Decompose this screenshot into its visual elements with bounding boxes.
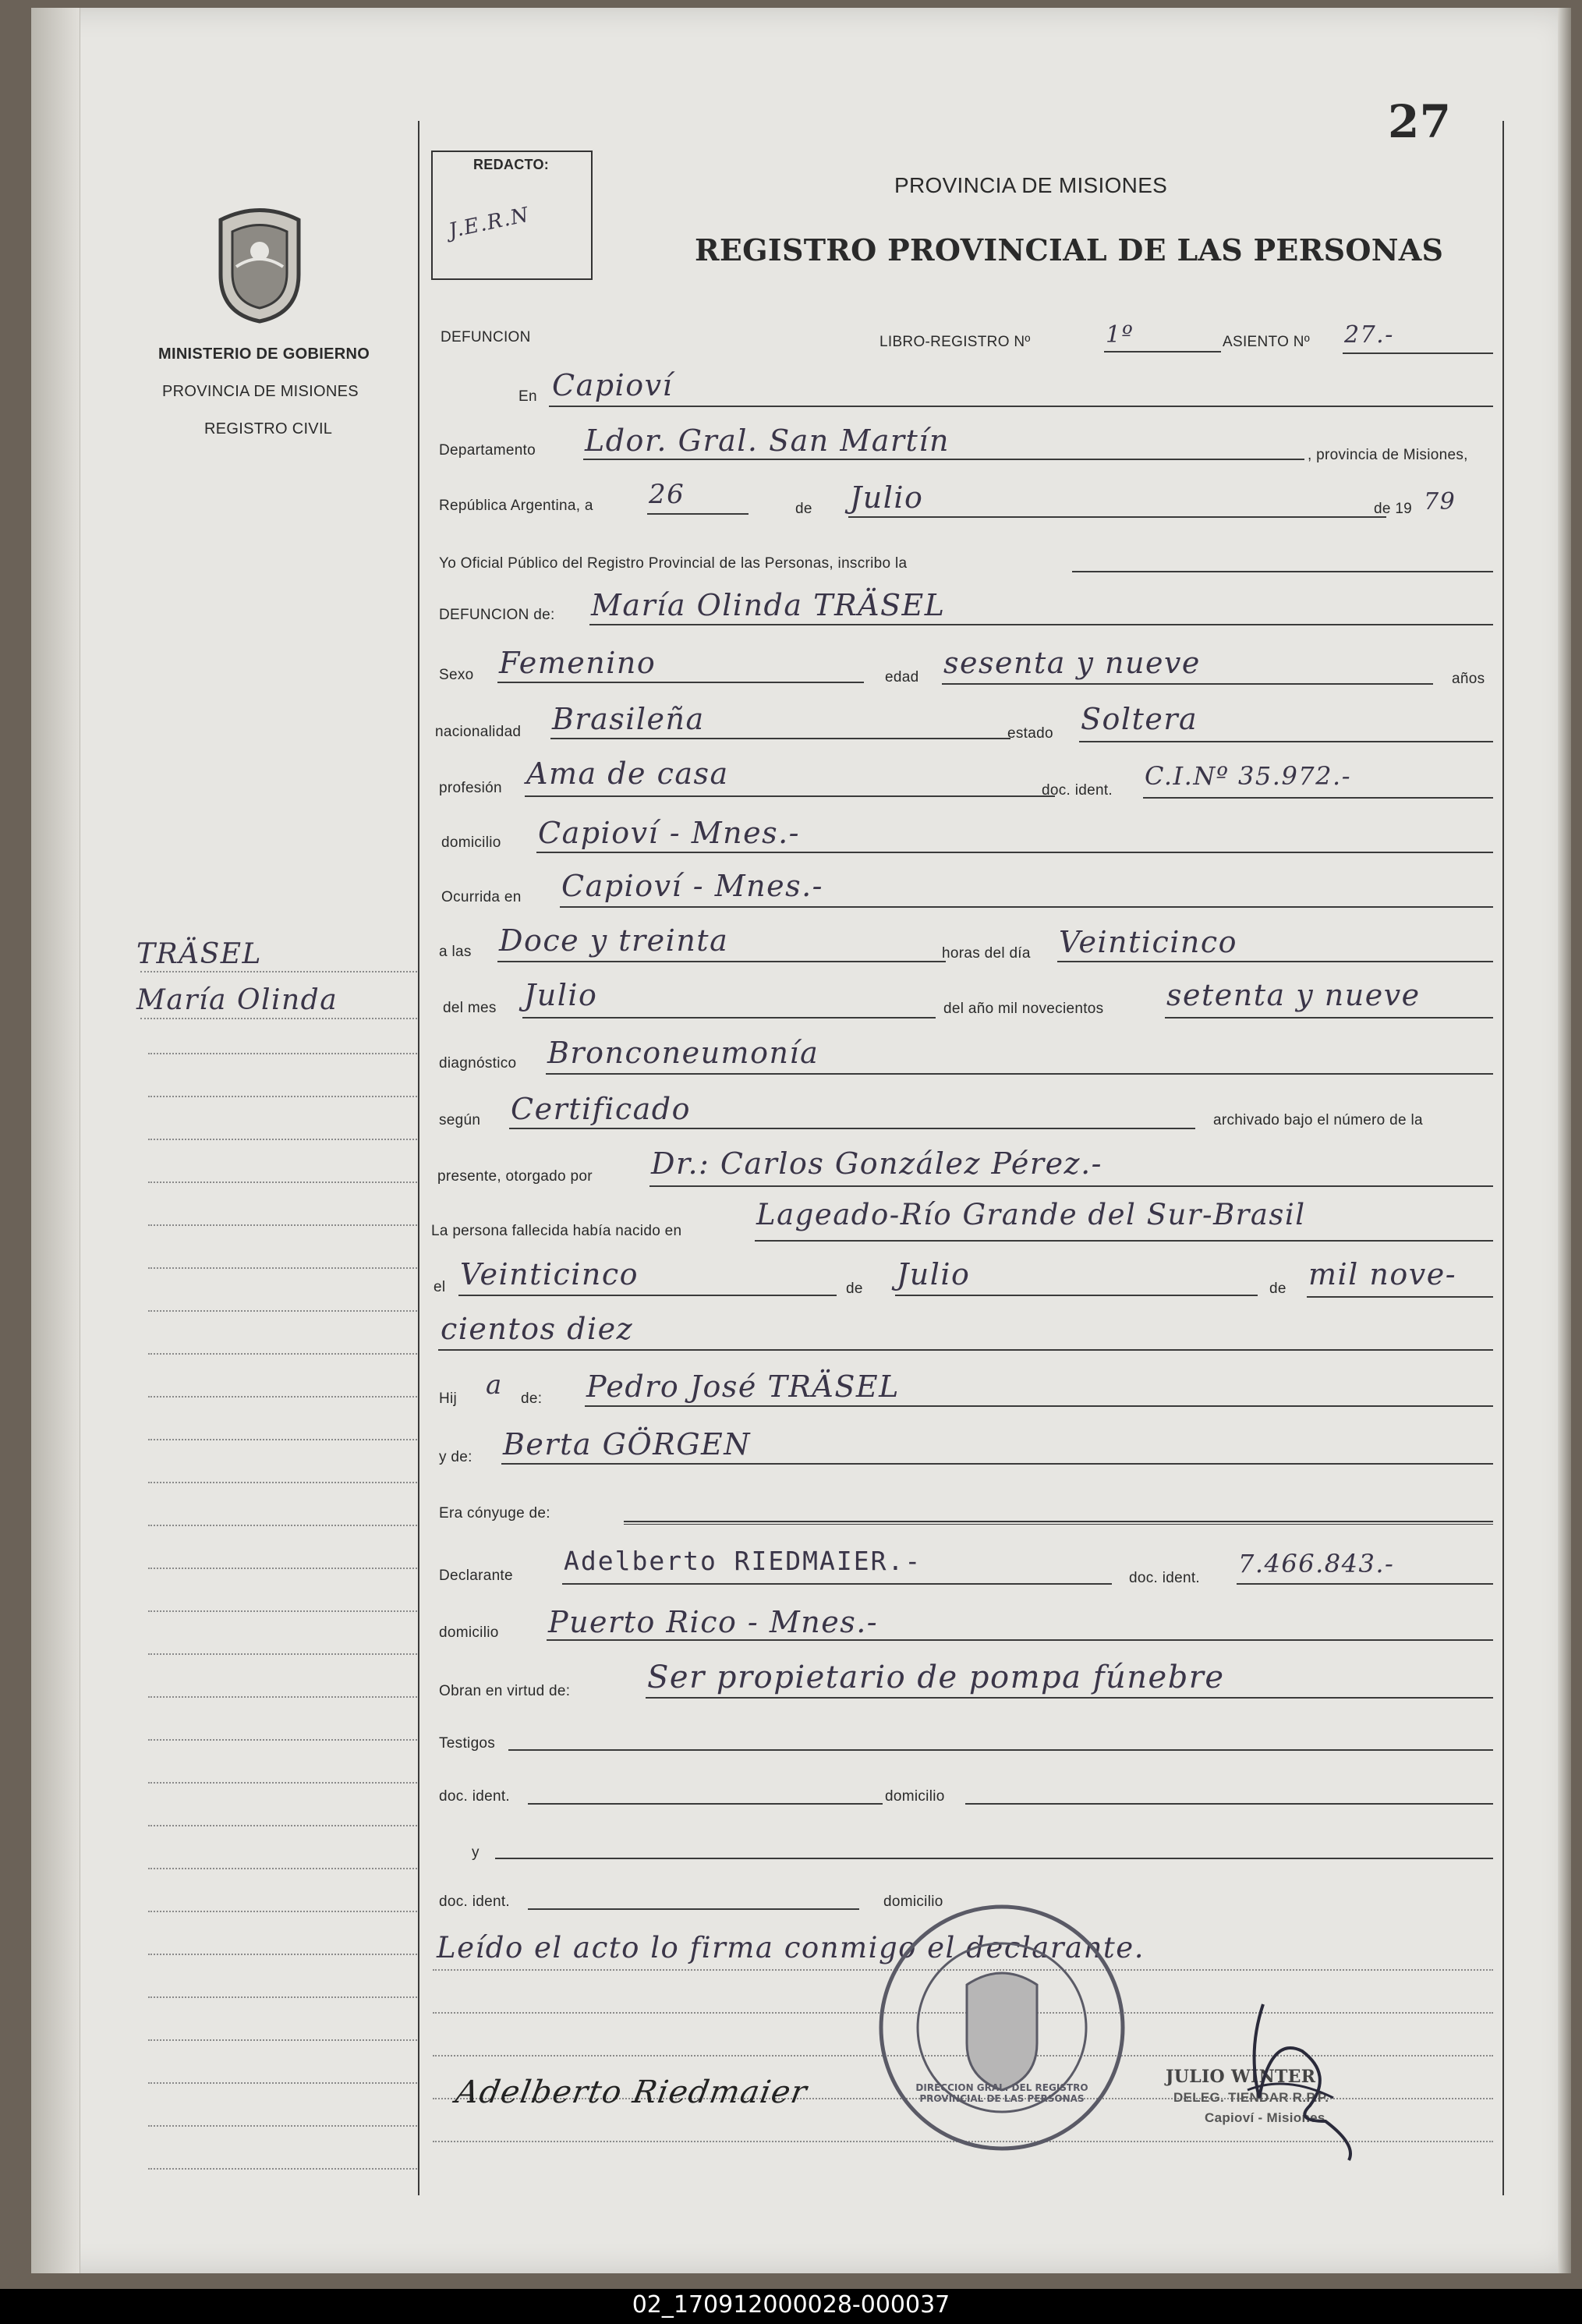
hij-suffix: a [486, 1369, 503, 1401]
yo-oficial-text: Yo Oficial Público del Registro Provincial de las Personas, inscribo la [439, 555, 908, 572]
obran-value: Ser propietario de pompa fúnebre [647, 1660, 1225, 1695]
page-edge [1558, 8, 1571, 2273]
decl-dom-value: Puerto Rico - Mnes.- [548, 1605, 879, 1639]
defuncion-de-label: DEFUNCION de: [439, 607, 555, 623]
official-place: Capioví - Misiones [1205, 2110, 1325, 2125]
presente-label: presente, otorgado por [437, 1168, 593, 1185]
de-label: de [795, 501, 812, 517]
de2-value: Julio [897, 1257, 971, 1291]
testigo2-doc-label: doc. ident. [439, 1894, 510, 1910]
y-de-label: y de: [439, 1449, 472, 1465]
domicilio-value: Capioví - Mnes.- [538, 816, 800, 850]
el-label: el [434, 1279, 446, 1295]
de3-label: de [1269, 1281, 1286, 1297]
defuncion-header-label: DEFUNCION [441, 329, 531, 345]
footer-filename: 02_170912000028-000037 [632, 2291, 950, 2319]
ano-value: setenta y nueve [1166, 978, 1421, 1012]
el-value: Veinticinco [460, 1257, 639, 1291]
hij-label: Hij [439, 1391, 458, 1407]
declarante-value: Adelberto RIEDMAIER.- [564, 1546, 922, 1576]
nacionalidad-value: Brasileña [552, 702, 705, 736]
testigo2-dom-label: domicilio [883, 1894, 943, 1910]
stamp-text: DIRECCION GRAL. DEL REGISTRO PROVINCIAL DE LAS PERSONAS [915, 2082, 1088, 2104]
page-number: 27 [1388, 95, 1452, 148]
book-binding [31, 8, 80, 2273]
conyuge-label: Era cónyuge de: [439, 1505, 550, 1522]
padre-value: Pedro José TRÄSEL [586, 1369, 900, 1404]
year-value: 79 [1424, 488, 1456, 515]
a-las-label: a las [439, 944, 472, 960]
closing-statement: Leído el acto lo firma conmigo el declarante. [437, 1931, 1145, 1964]
y-label: y [472, 1844, 480, 1861]
decl-dom-label: domicilio [439, 1624, 499, 1641]
provincial-seal-icon [209, 204, 310, 325]
right-margin-rule [1502, 121, 1504, 2195]
de2-label: de [846, 1281, 863, 1297]
provincia-label: , provincia de Misiones, [1308, 447, 1468, 463]
day-value: 26 [649, 479, 685, 510]
left-civil: REGISTRO CIVIL [204, 420, 333, 438]
left-margin-rule [418, 121, 419, 2195]
declarante-label: Declarante [439, 1568, 513, 1584]
sexo-value: Femenino [499, 646, 657, 680]
official-stamp-icon [873, 1899, 1131, 2156]
estado-value: Soltera [1081, 702, 1198, 736]
asiento-value: 27.- [1344, 321, 1394, 349]
profesion-value: Ama de casa [526, 756, 729, 791]
testigos-label: Testigos [439, 1735, 496, 1752]
deceased-name: María Olinda TRÄSEL [591, 588, 946, 622]
official-title: DELEG. TIENDAR R.P.P. [1173, 2090, 1329, 2105]
libro-label: LIBRO-REGISTRO Nº [879, 334, 1031, 350]
cientos-value: cientos diez [441, 1312, 634, 1346]
official-name: JULIO WINTER [1166, 2067, 1316, 2087]
horas-label: horas del día [942, 945, 1031, 962]
testigo1-dom-label: domicilio [885, 1788, 945, 1805]
edad-value: sesenta y nueve [943, 646, 1201, 680]
sexo-label: Sexo [439, 667, 474, 683]
obran-label: Obran en virtud de: [439, 1683, 571, 1699]
hij-de-label: de: [521, 1391, 543, 1407]
left-province: PROVINCIA DE MISIONES [162, 383, 359, 400]
header-province: PROVINCIA DE MISIONES [894, 173, 1168, 197]
libro-value: 1º [1106, 321, 1134, 349]
redacto-box [431, 151, 593, 280]
en-label: En [518, 388, 537, 405]
madre-value: Berta GÖRGEN [503, 1427, 752, 1461]
asiento-label: ASIENTO Nº [1223, 334, 1310, 350]
testigo1-doc-label: doc. ident. [439, 1788, 510, 1805]
month-value: Julio [850, 480, 924, 515]
decl-doc-label: doc. ident. [1129, 1570, 1200, 1586]
estado-label: estado [1007, 725, 1053, 742]
segun-label: según [439, 1112, 481, 1128]
redacto-label: REDACTO: [473, 157, 550, 172]
margin-given-names: María Olinda [136, 984, 338, 1016]
anos-label: años [1452, 671, 1485, 687]
mes-label: del mes [443, 1000, 497, 1016]
departamento-value: Ldor. Gral. San Martín [585, 423, 950, 458]
ocurrida-label: Ocurrida en [441, 889, 522, 905]
dia-value: Veinticinco [1059, 925, 1238, 959]
official-signature-icon [1216, 1989, 1380, 2176]
mes-value: Julio [524, 978, 598, 1012]
archivado-label: archivado bajo el número de la [1213, 1112, 1423, 1128]
profesion-label: profesión [439, 780, 502, 796]
segun-value: Certificado [511, 1092, 692, 1126]
diagnostico-label: diagnóstico [439, 1055, 517, 1072]
domicilio-label: domicilio [441, 834, 501, 851]
declarante-signature: Adelberto Riedmaier [452, 2074, 811, 2110]
ocurrida-value: Capioví - Mnes.- [561, 869, 823, 903]
republica-label: República Argentina, a [439, 498, 593, 514]
nacionalidad-label: nacionalidad [435, 724, 522, 740]
margin-surname: TRÄSEL [136, 938, 262, 970]
nacido-label: La persona fallecida había nacido en [431, 1223, 682, 1239]
presente-value: Dr.: Carlos González Pérez.- [651, 1146, 1102, 1181]
header-registry: REGISTRO PROVINCIAL DE LAS PERSONAS [695, 232, 1444, 267]
ministry-title: MINISTERIO DE GOBIERNO [158, 345, 370, 363]
departamento-label: Departamento [439, 442, 536, 459]
decl-doc-value: 7.466.843.- [1238, 1549, 1395, 1578]
ano-label: del año mil novecientos [943, 1001, 1104, 1017]
doc-ident-value: C.I.Nº 35.972.- [1145, 761, 1351, 791]
doc-ident-label: doc. ident. [1042, 782, 1113, 799]
nacido-value: Lageado-Río Grande del Sur-Brasil [756, 1198, 1306, 1231]
register-page [31, 8, 1571, 2273]
year-label: de 19 [1374, 501, 1413, 517]
en-value: Capioví [552, 368, 674, 402]
a-las-value: Doce y treinta [499, 923, 729, 958]
de3-value: mil nove- [1308, 1257, 1457, 1291]
edad-label: edad [885, 669, 919, 686]
diagnostico-value: Bronconeumonía [547, 1036, 819, 1070]
redacto-initials: J.E.R.N [447, 203, 532, 243]
